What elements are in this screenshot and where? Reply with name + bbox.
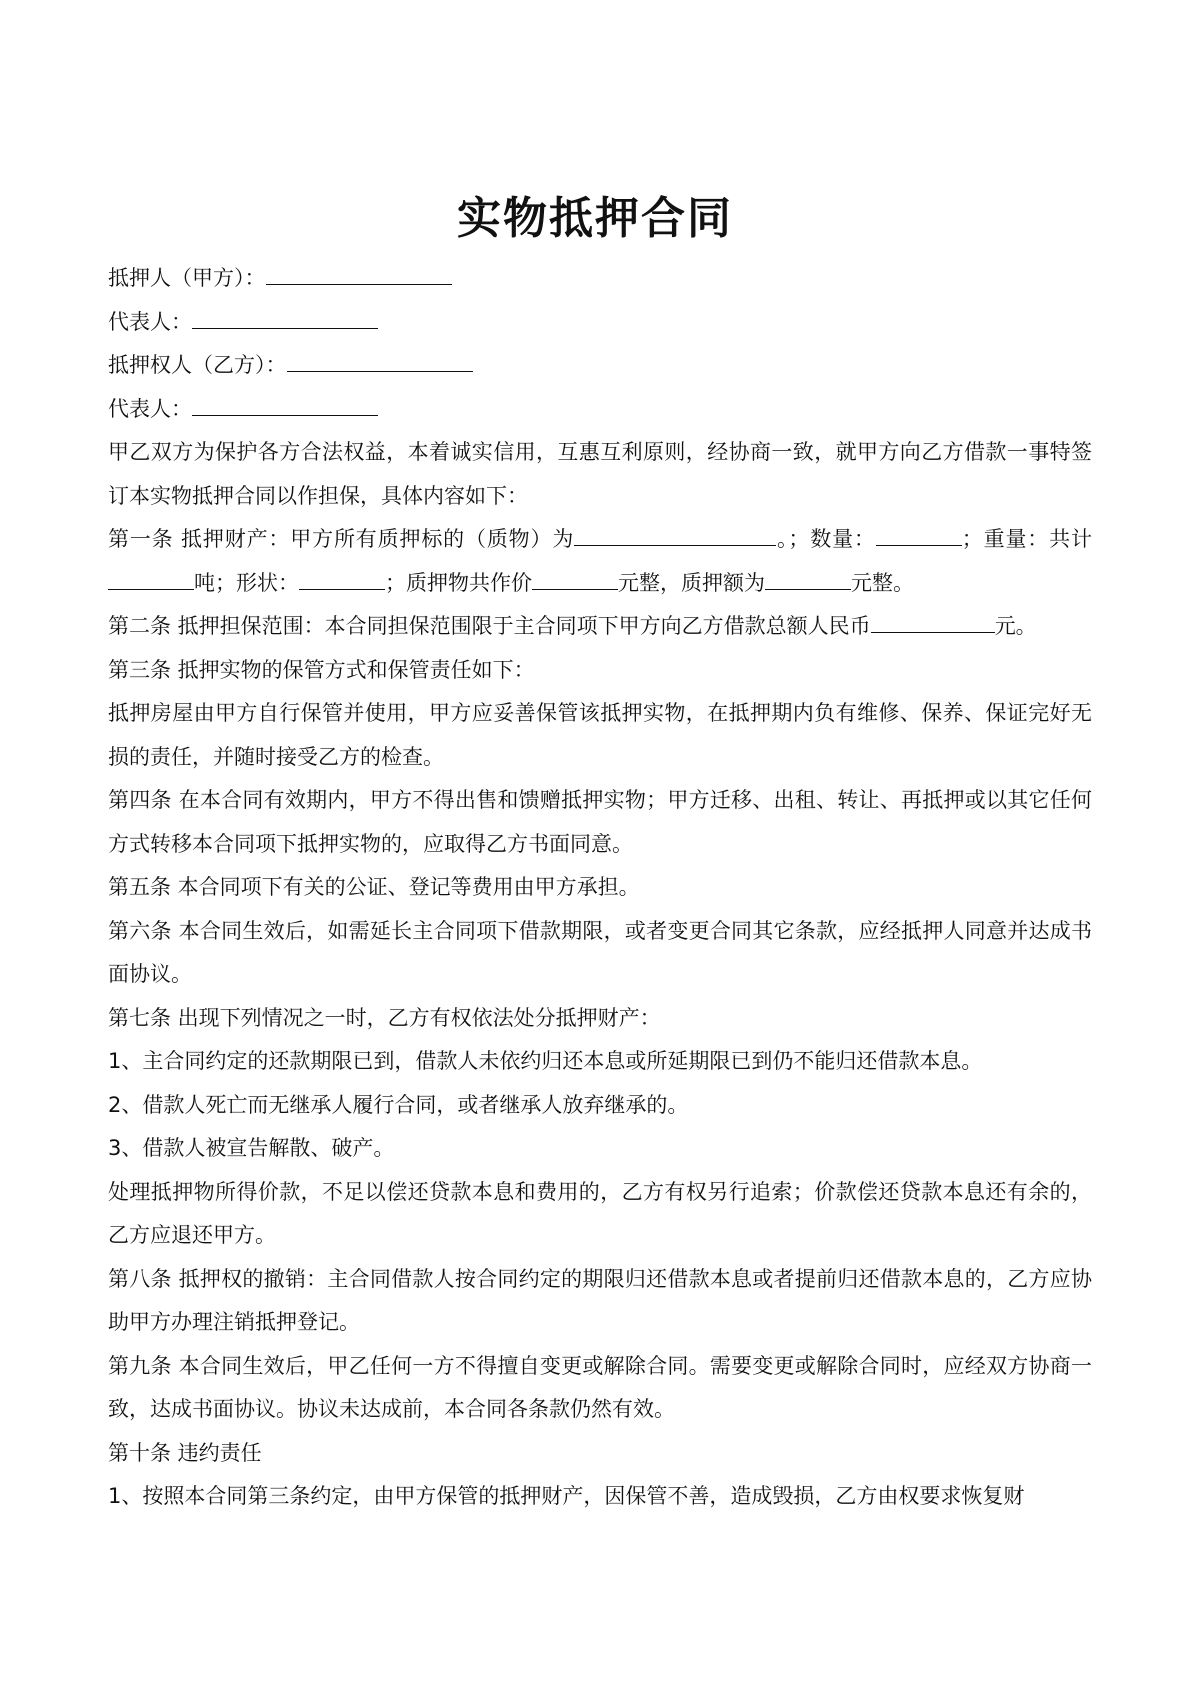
article-2-text-1: 第二条 抵押担保范围：本合同担保范围限于主合同项下甲方向乙方借款总额人民币 [108,614,871,638]
article-7-tail: 处理抵押物所得价款，不足以偿还贷款本息和费用的，乙方有权另行追索；价款偿还贷款本息还有余的，乙方应退还甲方。 [108,1179,1092,1247]
mortgagee-label: 抵押权人（乙方）： [108,353,287,377]
mortgagor-line [108,257,1092,301]
representative-b-blank [192,395,378,416]
article-7-item-3: 3、借款人被宣告解散、破产。 [108,1136,395,1160]
representative-a-label: 代表人： [108,309,192,334]
loan-total-blank [871,612,995,633]
article-1-text-4: 吨；形状： [194,570,299,595]
pledge-amount-blank [765,569,851,590]
shape-blank [299,569,385,590]
article-9: 第九条 本合同生效后，甲乙任何一方不得擅自变更或解除合同。需要变更或解除合同时，应经双方协商一致，达成书面协议。协议未达成前，本合同各条款仍然有效。 [108,1353,1092,1421]
article-2 [108,605,1092,649]
intro-paragraph: 甲乙双方为保护各方合法权益，本着诚实信用，互惠互利原则，经协商一致，就甲方向乙方借款一事特签订本实物抵押合同以作担保，具体内容如下： [108,440,1092,508]
document-body [108,257,1092,1519]
article-1-text-5: ；质押物共作价 [385,570,532,595]
article-6: 第六条 本合同生效后，如需延长主合同项下借款期限，或者变更合同其它条款，应经抵押人同意并达成书面协议。 [108,918,1092,986]
article-1-text-3: ；重量：共计 [961,527,1092,551]
pledge-item-blank [574,525,776,546]
article-1-text-6: 元整，质押额为 [618,570,765,595]
representative-b-label: 代表人： [108,396,192,421]
representative-a-line [108,301,1092,345]
article-7-item-2: 2、借款人死亡而无继承人履行合同，或者继承人放弃继承的。 [108,1092,689,1117]
quantity-blank [876,525,962,546]
representative-a-blank [192,308,378,329]
article-1 [108,518,1092,605]
valuation-blank [532,569,618,590]
article-2-text-2: 元。 [994,614,1037,638]
mortgagor-blank [266,264,452,285]
article-1-text-2: 。；数量： [776,527,876,551]
article-10: 第十条 违约责任 [108,1440,262,1465]
article-3: 第三条 抵押实物的保管方式和保管责任如下： [108,657,535,682]
article-5: 第五条 本合同项下有关的公证、登记等费用由甲方承担。 [108,875,640,899]
weight-blank [108,569,194,590]
article-1-text-7: 元整。 [851,570,914,595]
mortgagee-blank [287,351,473,372]
mortgagee-line [108,344,1092,388]
article-7-item-1: 1、主合同约定的还款期限已到，借款人未依约归还本息或所延期限已到仍不能归还借款本息。 [108,1049,983,1073]
article-8: 第八条 抵押权的撤销：主合同借款人按合同约定的期限归还借款本息或者提前归还借款本息的，乙方应协助甲方办理注销抵押登记。 [108,1266,1092,1334]
mortgagor-label: 抵押人（甲方）： [108,266,266,290]
article-7: 第七条 出现下列情况之一时，乙方有权依法处分抵押财产： [108,1005,661,1030]
document-title: 实物抵押合同 [457,193,733,245]
article-10-item-1: 1、按照本合同第三条约定，由甲方保管的抵押财产，因保管不善，造成毁损，乙方由权要求恢复财 [108,1484,1025,1508]
article-3-detail: 抵押房屋由甲方自行保管并使用，甲方应妥善保管该抵押实物，在抵押期内负有维修、保养、保证完好无损的责任，并随时接受乙方的检查。 [108,701,1092,769]
article-4: 第四条 在本合同有效期内，甲方不得出售和馈赠抵押实物；甲方迁移、出租、转让、再抵押或以其它任何方式转移本合同项下抵押实物的，应取得乙方书面同意。 [108,788,1092,856]
representative-b-line [108,388,1092,432]
article-1-text-1: 第一条 抵押财产：甲方所有质押标的（质物）为 [108,527,575,551]
